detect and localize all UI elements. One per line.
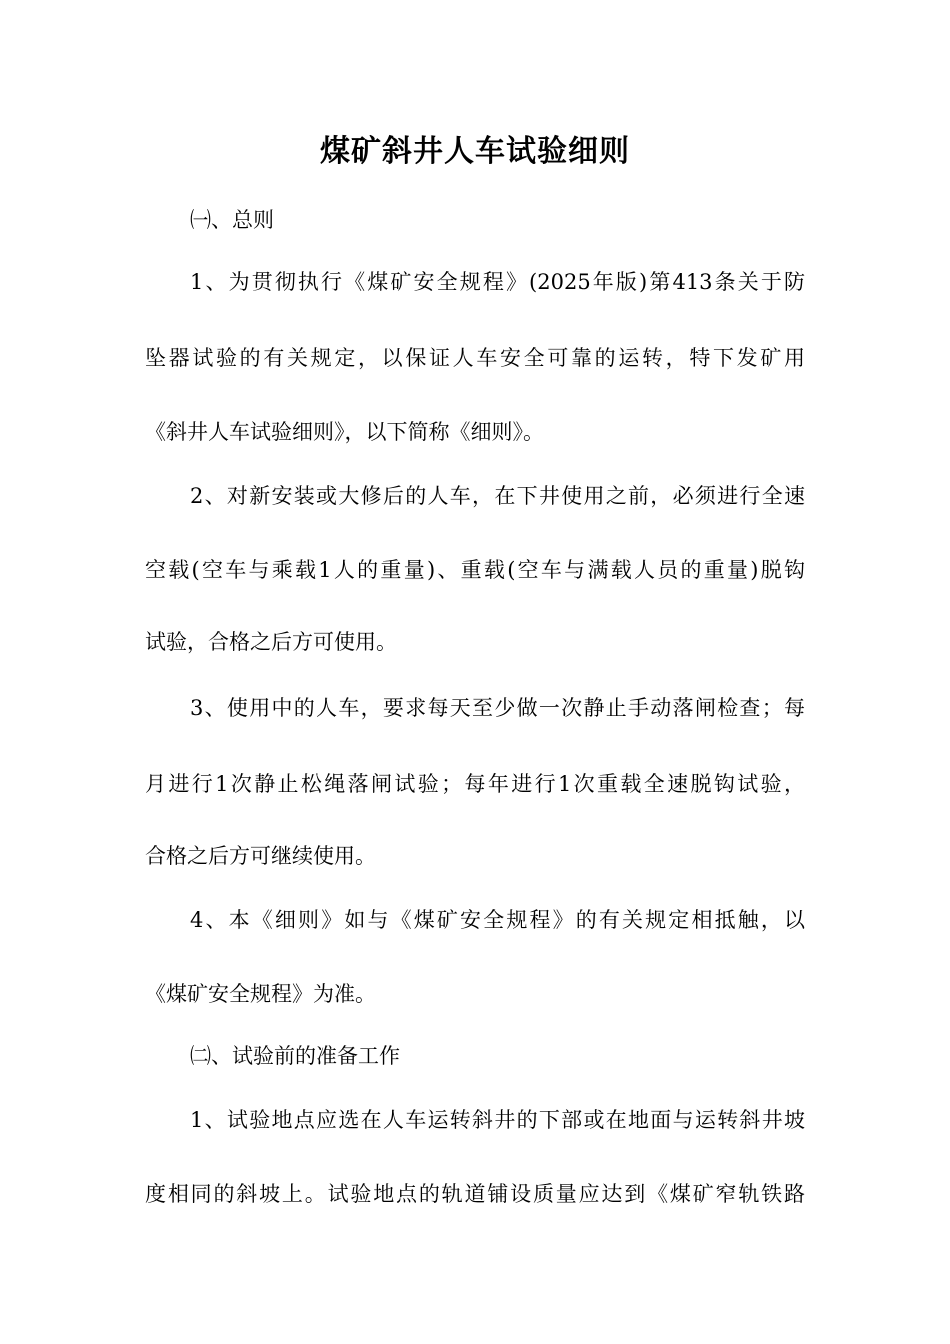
paragraph-line: 合格之后方可继续使用。 xyxy=(145,844,376,868)
paragraph-line: 度相同的斜坡上。试验地点的轨道铺设质量应达到《煤矿窄轨铁路 xyxy=(145,1182,805,1206)
section-heading-general: ㈠、总则 xyxy=(190,208,274,232)
paragraph-line: 坠器试验的有关规定，以保证人车安全可靠的运转，特下发矿用 xyxy=(145,346,805,370)
paragraph-line: 月进行1次静止松绳落闸试验；每年进行1次重载全速脱钩试验， xyxy=(145,772,805,796)
paragraph-line: 空载(空车与乘载1人的重量)、重载(空车与满载人员的重量)脱钩 xyxy=(145,558,805,582)
paragraph-line: 《煤矿安全规程》为准。 xyxy=(145,982,376,1006)
paragraph-line: 试验，合格之后方可使用。 xyxy=(145,630,397,654)
paragraph-line: 4、本《细则》如与《煤矿安全规程》的有关规定相抵触，以 xyxy=(190,908,805,932)
paragraph-line: 3、使用中的人车，要求每天至少做一次静止手动落闸检查；每 xyxy=(190,696,805,720)
paragraph-line: 2、对新安装或大修后的人车，在下井使用之前，必须进行全速 xyxy=(190,484,805,508)
section-heading-preparation: ㈡、试验前的准备工作 xyxy=(190,1044,400,1068)
paragraph-line: 1、为贯彻执行《煤矿安全规程》(2025年版)第413条关于防 xyxy=(190,270,805,294)
document-title: 煤矿斜井人车试验细则 xyxy=(320,134,630,169)
paragraph-line: 《斜井人车试验细则》，以下简称《细则》。 xyxy=(145,420,544,444)
paragraph-line: 1、试验地点应选在人车运转斜井的下部或在地面与运转斜井坡 xyxy=(190,1108,805,1132)
